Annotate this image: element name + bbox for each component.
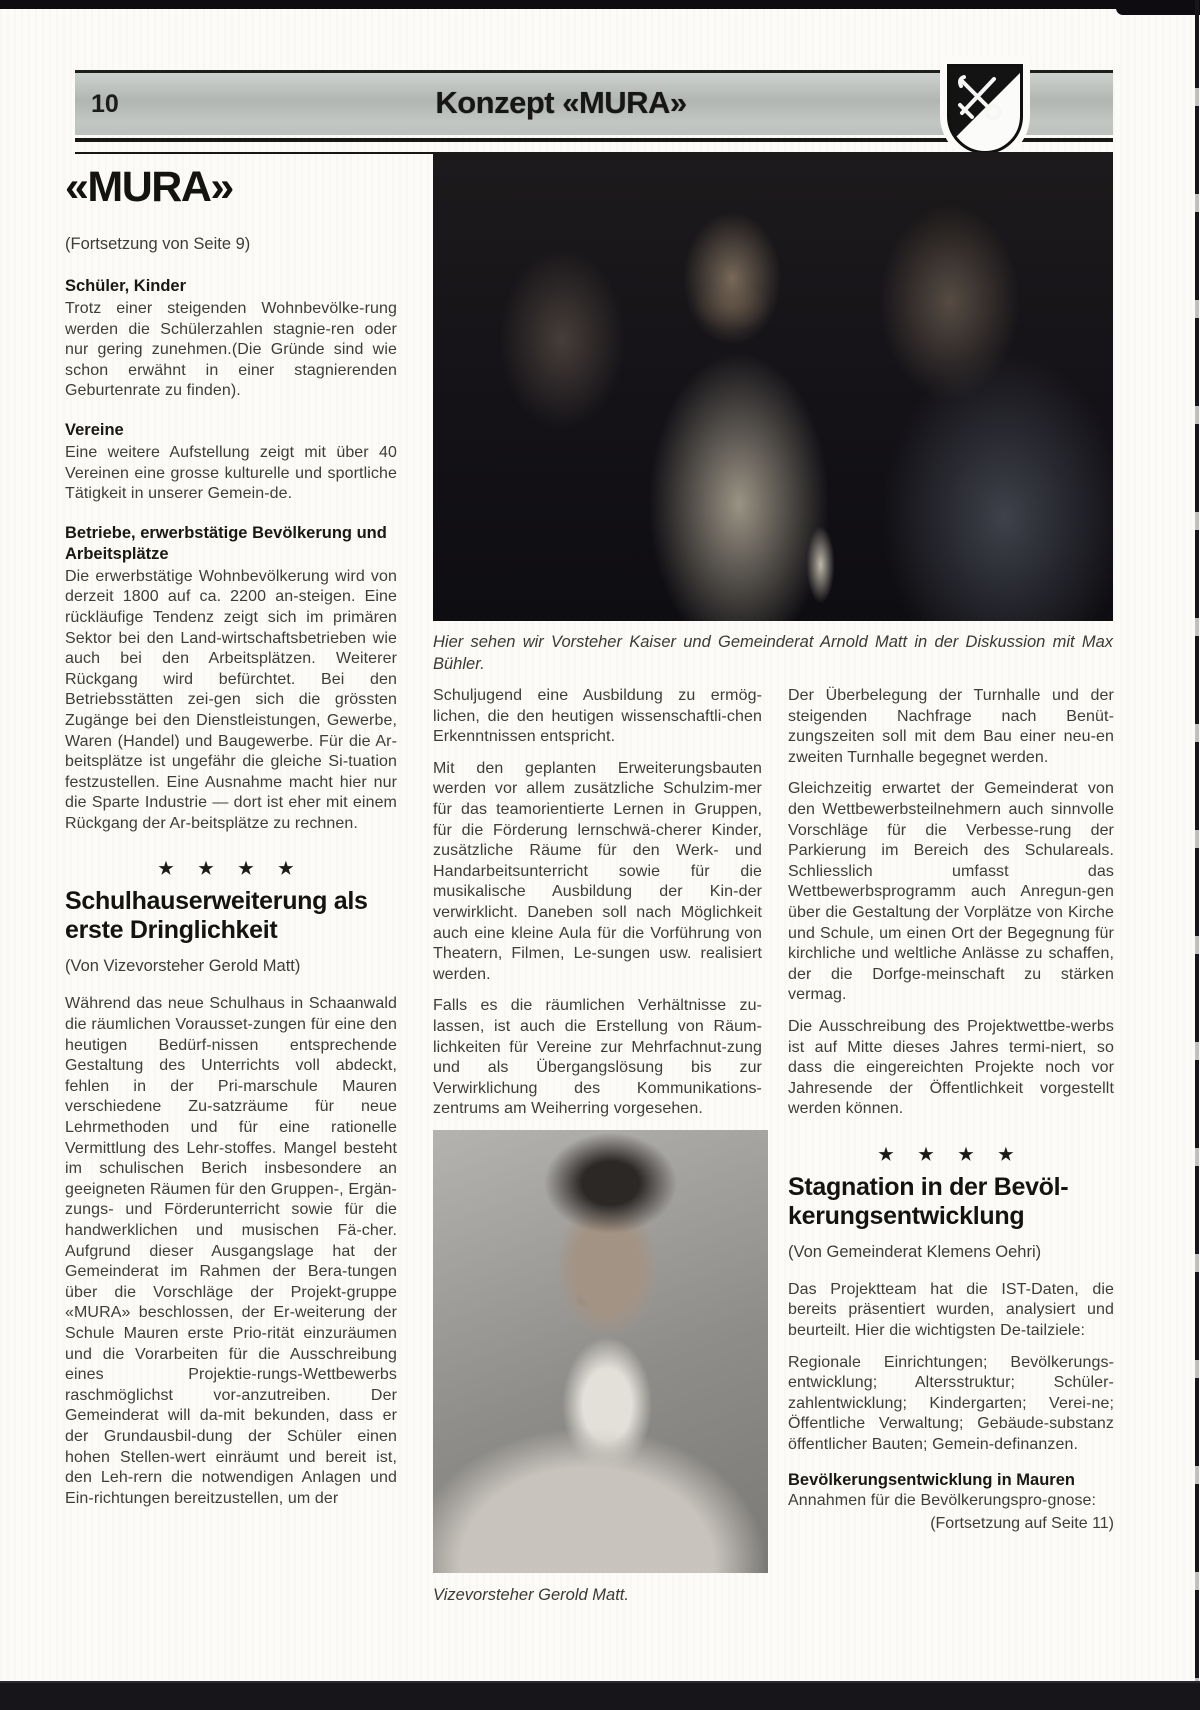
middle-column	[433, 686, 762, 1131]
paragraph: Annahmen für die Bevölkerungspro-gnose:	[788, 1491, 1097, 1509]
right-column	[788, 686, 1114, 1533]
paragraph: Falls es die räumlichen Verhältnisse zu-lassen, ist auch die Erstellung von Räum-lichkeiten für Vereine zur Mehrfachnut-zung und als Übergangslösung bis zur Verwirklichung des Kommunikations-zentrums am Weiherring vorgesehen.	[433, 997, 762, 1118]
article-title-schulhaus: Schulhauserweiterung als erste Dringlichkeit	[65, 887, 368, 945]
subheading-bevoelkerungsentwicklung: Bevölkerungsentwicklung in Mauren	[788, 1470, 1075, 1489]
article-body-schulhaus: Während das neue Schulhaus in Schaanwald die räumlichen Vorausset-zungen für eine den heutigen Bedürf-nissen entsprechende Gestaltung des Unterrichts voll abdeckt, fehlen in der Pri-marschule Mauren verschiedene Zu-satzräume für neue Lehrmethoden und für eine rationelle Vermittlung des Lehr-stoffes. Mangel besteht im schulischen Berich insbesondere an geeigneten Räumen für den Gruppen-, Ergän-zungs- und Förderunterricht sowie für die handwerklichen und musischen Fä-cher. Aufgrund dieser Ausgangslage hat der Gemeinderat im Rahmen der Bera-tungen über die Vorschläge der Projekt-gruppe «MURA» beschlossen, der Er-weiterung der Schule Mauren erste Prio-rität einzuräumen und die Vorarbeiten für die Ausschreibung eines Projektie-rungs-Wettbewerbs raschmöglichst vor-anzutreiben. Der Gemeinderat will da-mit bekunden, dass er der Grundausbil-dung der Schüler einen hohen Stellen-wert einräumt und bereit ist, den Leh-rern die notwendigen Anlagen und Ein-richtungen bereitzustellen, um der	[65, 995, 397, 1507]
section-body-vereine: Eine weitere Aufstellung zeigt mit über 40 Vereinen eine grosse kulturelle und sportliche Tätigkeit in unserer Gemein-de.	[65, 443, 397, 503]
left-column	[65, 165, 397, 1520]
discussion-photo	[433, 152, 1113, 621]
continued-on-note: (Fortsetzung auf Seite 11)	[930, 1515, 1114, 1533]
portrait-photo-gerold-matt	[433, 1130, 768, 1573]
discussion-photo-caption: Hier sehen wir Vorsteher Kaiser und Gemeinderat Arnold Matt in der Diskussion mit Max Bühler.	[433, 633, 1113, 673]
paragraph: Gleichzeitig erwartet der Gemeinderat von den Wettbewerbsteilnehmern auch sinnvolle Vorschläge für die Verbesse-rung der Parkierung im Bereich des Schulareals. Schliesslich umfasst das Wettbewerbsprogramm auch Anregun-gen über die Gestaltung der Vorplätze von Kirche und Schule, um einen Ort der Begegnung für kirchliche und weltliche Anlässe zu schaffen, der die Dorfge-meinschaft zu stärken vermag.	[788, 780, 1114, 1004]
article-byline-schulhaus: (Von Vizevorsteher Gerold Matt)	[65, 957, 301, 976]
article-title-mura: «MURA»	[65, 163, 233, 211]
article-title-stagnation: Stagnation in der Bevöl-kerungsentwicklung	[788, 1172, 1069, 1230]
section-heading-vereine: Vereine	[65, 420, 124, 439]
star-divider: ★ ★ ★ ★	[158, 859, 304, 879]
portrait-photo-caption: Vizevorsteher Gerold Matt.	[433, 1586, 629, 1604]
article-byline-stagnation: (Von Gemeinderat Klemens Oehri)	[788, 1242, 1042, 1261]
scan-edge-right	[1195, 0, 1199, 1710]
paragraph: Schuljugend eine Ausbildung zu ermög-lichen, die den heutigen wissenschaftli-chen Erkenntnissen entspricht.	[433, 687, 762, 746]
page-number: 10	[91, 90, 119, 118]
paragraph: Mit den geplanten Erweiterungsbauten werden vor allem zusätzliche Schulzim-mer für das teamorientierte Lernen in Gruppen, für die Förderung lernschwä-cherer Kinder, zusätzliche Räume für den Werk- und Handarbeitsunterricht sowie für die musikalische Ausbildung der Kin-der verwirklicht. Daneben soll nach Möglichkeit auch eine kleine Aula für die Vorführung von Theatern, Filmen, Le-sungen usw. realisiert werden.	[433, 759, 762, 983]
paragraph: Der Überbelegung der Turnhalle und der steigenden Nachfrage nach Benüt-zungszeiten soll mit dem Bau einer neu-en zweiten Turnhalle begegnet werden.	[788, 687, 1114, 766]
scan-edge-bottom	[0, 1681, 1200, 1710]
paragraph: Das Projektteam hat die IST-Daten, die bereits präsentiert wurden, analysiert und beurteilt. Hier die wichtigsten De-tailziele:	[788, 1280, 1114, 1340]
star-divider: ★ ★ ★ ★	[878, 1144, 1024, 1164]
section-body-schueler: Trotz einer steigenden Wohnbevölke-rung werden die Schülerzahlen stagnie-ren oder nur gering zunehmen.(Die Gründe sind wie schon erwähnt in einer stagnierenden Geburtenrate zu finden).	[65, 300, 397, 400]
paragraph: Regionale Einrichtungen; Bevölkerungs-entwicklung; Altersstruktur; Schüler-zahlentwicklung; Kindergarten; Verei-ne; Öffentliche Verwaltung; Gebäude-substanz öffentlicher Bauten; Gemein-definanzen.	[788, 1353, 1114, 1454]
section-heading-betriebe: Betriebe, erwerbstätige Bevölkerung und Arbeitsplätze	[65, 523, 387, 563]
scan-edge-top-right	[1116, 0, 1200, 15]
municipal-crest	[947, 64, 1023, 154]
continued-from-note: (Fortsetzung von Seite 9)	[65, 235, 251, 253]
paragraph: Die Ausschreibung des Projektwettbe-werbs ist auf Mitte dieses Jahres termi-niert, so dass die eingereichten Projekte noch vor Jahresende der Öffentlichkeit vorgestellt werden können.	[788, 1017, 1114, 1118]
section-body-betriebe: Die erwerbstätige Wohnbevölkerung wird von derzeit 1800 auf ca. 2200 an-steigen. Eine rückläufige Tendenz zeigt sich im primären Sektor bei den Land-wirtschaftsbetrieben wie auch bei den Arbeitsplätzen. Weiterer Rückgang wird befürchtet. Bei den Betriebsstätten zei-gen sich die grössten Zugänge bei den Dienstleistungen, Gewerbe, Waren (Handel) und Baugewerbe. Für die Ar-beitsplätze ist ungefähr die gleiche Si-tuation festzustellen. Eine Ausnahme macht hier nur die Sparte Industrie — dort ist eher mit einem Rückgang der Ar-beitsplätze zu rechnen.	[65, 567, 397, 832]
page-title: Konzept «MURA»	[435, 85, 687, 120]
section-heading-schueler: Schüler, Kinder	[65, 277, 187, 295]
scan-edge-top	[0, 0, 1200, 9]
